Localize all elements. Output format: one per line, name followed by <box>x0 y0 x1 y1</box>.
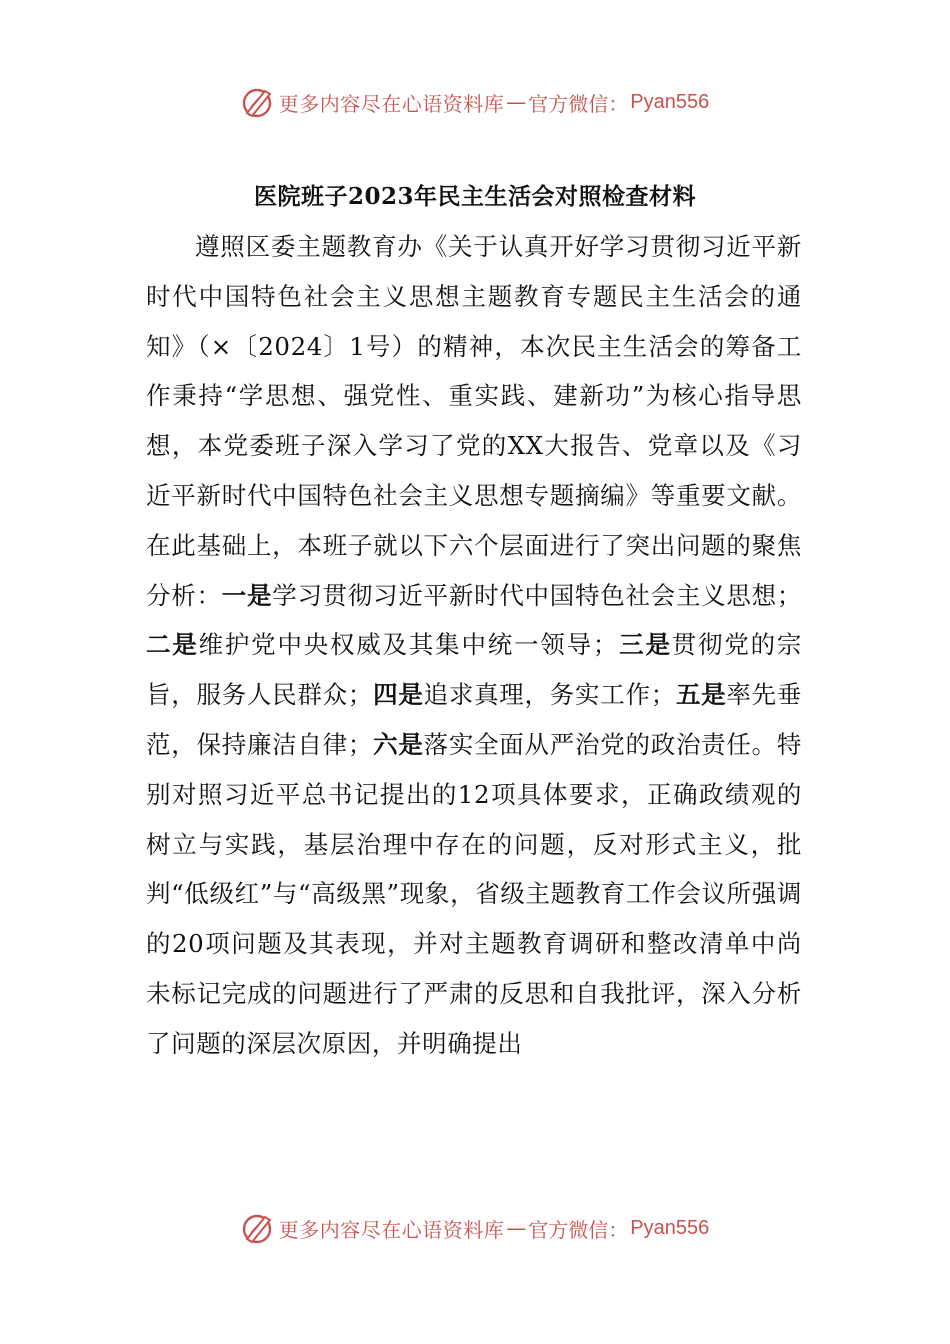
paragraph-text: 维护党中央权威及其集中统一领导； <box>198 630 618 660</box>
watermark-dash: — <box>506 1216 527 1240</box>
paragraph-text: 落实全面从严治党的政治责任。特别对照习近平总书记提出的12项具体要求，正确政绩观的树立与实践，基层治理中存在的问题，反对形式主义，批判“低级红”与“高级黑”现象，省级主题教育工作会议所强调的20项问题及其表现，并对主题教育调研和整改清单中尚未标记完成的问题进行了严肃的反思和自我批评，深入分析了问题的深层次原因，并明确提出 <box>146 729 802 1058</box>
watermark-brand: 更多内容尽在心语资料库 <box>278 91 505 116</box>
watermark-dash: — <box>506 90 527 114</box>
keyword-2: 二是 <box>146 630 199 660</box>
document-paragraph <box>146 222 802 1069</box>
paragraph-text: 遵照区委主题教育办《关于认真开好学习贯彻习近平新时代中国特色社会主义思想主题教育专题民主生活会的通知》（×〔2024〕1号）的精神，本次民主生活会的筹备工作秉持“学思想、强党性、重实践、建新功”为核心指导思想，本党委班子深入学习了党的XX大报告、党章以及《习近平新时代中国特色社会主义思想专题摘编》等重要文献。在此基础上，本班子就以下六个层面进行了突出问题的聚焦分析： <box>146 232 802 610</box>
keyword-3: 三是 <box>617 630 672 660</box>
keyword-1: 一是 <box>221 580 273 610</box>
paragraph-text: 追求真理，务实工作； <box>423 680 676 710</box>
watermark-official-label: 官方微信： <box>528 91 629 116</box>
watermark-official-label: 官方微信： <box>528 1217 629 1242</box>
pen-circle-logo-icon <box>241 85 275 119</box>
watermark-account: Pyan556 <box>630 90 710 113</box>
keyword-4: 四是 <box>372 680 424 710</box>
watermark-banner-bottom <box>0 1208 950 1248</box>
pen-circle-logo-icon <box>241 1211 275 1245</box>
watermark-brand: 更多内容尽在心语资料库 <box>278 1217 505 1242</box>
keyword-5: 五是 <box>675 680 727 710</box>
paragraph-text: 贯彻党的宗旨，服务人民群众； <box>146 630 802 710</box>
paragraph-text: 学习贯彻习近平新时代中国特色社会主义思想； <box>272 580 803 610</box>
keyword-6: 六是 <box>372 729 424 759</box>
watermark-account: Pyan556 <box>630 1216 710 1239</box>
document-title: 医院班子2023年民主生活会对照检查材料 <box>253 183 696 210</box>
watermark-banner-top <box>0 82 950 122</box>
paragraph-text: 率先垂范，保持廉洁自律； <box>146 680 802 759</box>
